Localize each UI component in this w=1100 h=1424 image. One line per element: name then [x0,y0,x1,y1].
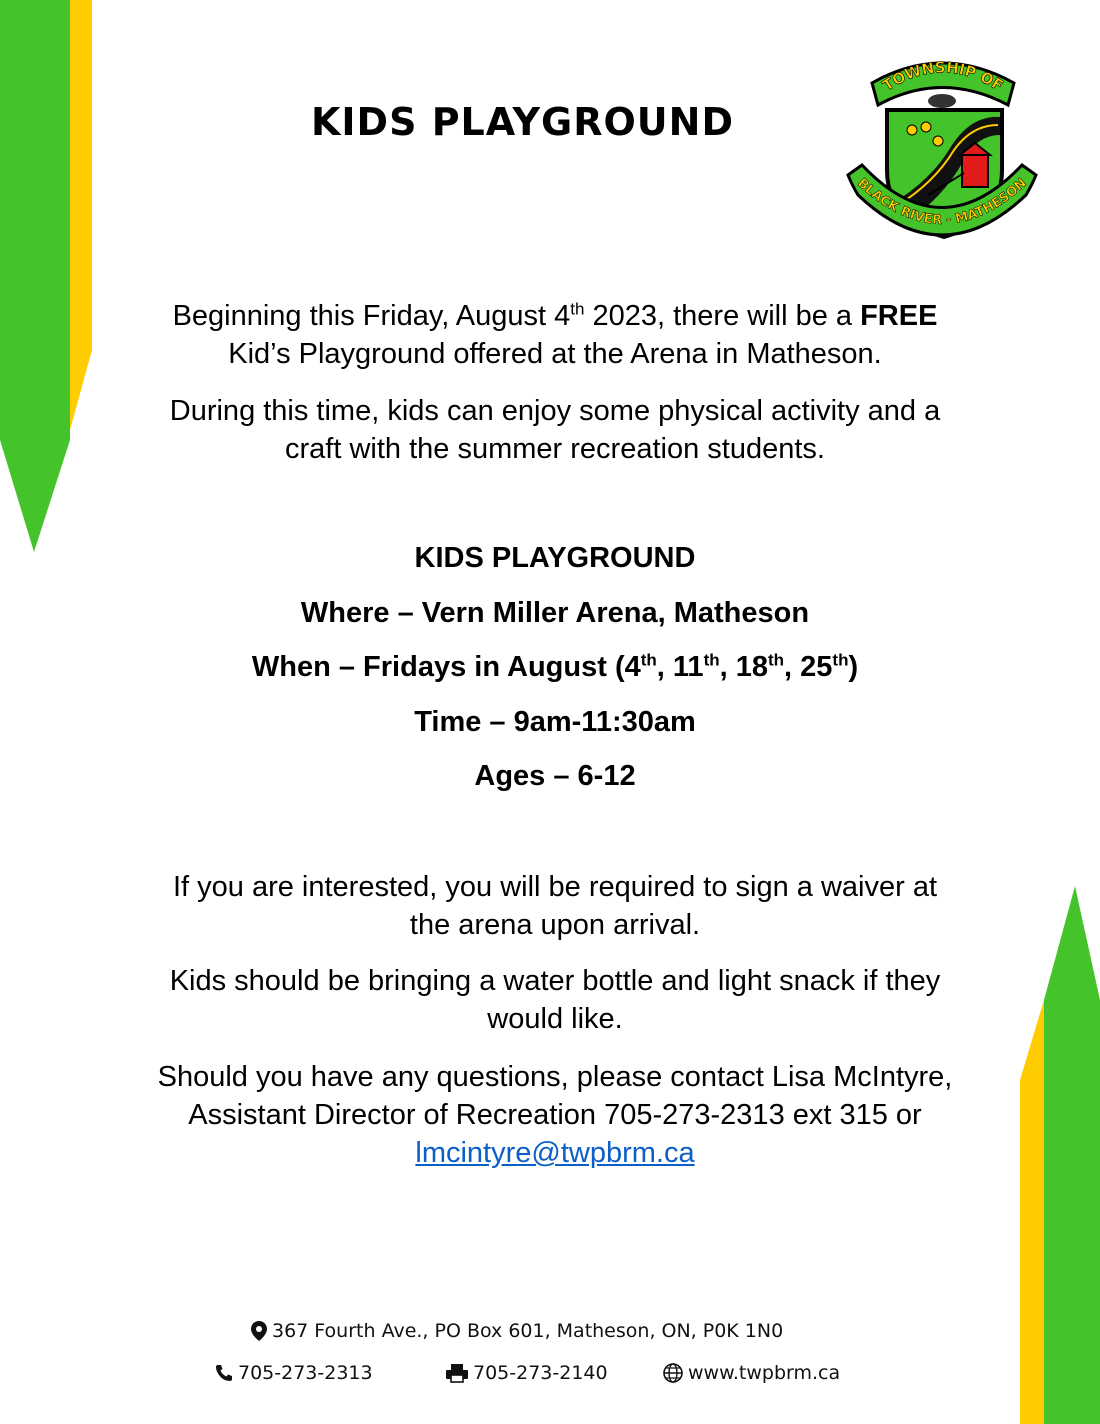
footer-address: 367 Fourth Ave., PO Box 601, Matheson, ON, P0K 1N0 [250,1320,783,1342]
details-time: Time – 9am-11:30am [414,706,696,738]
footer-phone: 705-273-2313 [214,1362,373,1384]
details-when: When – Fridays in August (4th, 11th, 18th, 25th) [251,650,859,683]
footer-website [662,1362,840,1384]
waiver-paragraph: If you are interested, you will be required to sign a waiver at the arena upon arrival. [172,871,938,941]
email-link[interactable]: lmcintyre@twpbrm.ca [415,1137,695,1169]
phone-icon [214,1363,234,1383]
details-ages: Ages – 6-12 [474,760,636,792]
website-link[interactable]: www.twpbrm.ca [688,1362,841,1384]
details-heading: KIDS PLAYGROUND [414,542,696,574]
intro-paragraph-2: During this time, kids can enjoy some physical activity and a craft with the summer recreation students. [169,395,941,465]
footer-fax: 705-273-2140 [445,1362,608,1384]
right-yellow-stripe [1020,1000,1044,1424]
snack-paragraph: Kids should be bringing a water bottle and light snack if they would like. [169,965,941,1035]
right-green-stripe [1044,886,1100,1424]
location-pin-icon [250,1320,268,1342]
contact-paragraph: Should you have any questions, please contact Lisa McIntyre, Assistant Director of Recreation 705-273-2313 ext 315 or lmcintyre@twpbrm.ca [157,1061,953,1169]
fax-printer-icon [445,1363,469,1383]
details-where: Where – Vern Miller Arena, Matheson [300,597,810,629]
logo-top-text: TOWNSHIP OF [879,58,1007,95]
left-green-stripe [0,0,70,552]
page-title: KIDS PLAYGROUND [310,100,735,144]
intro-paragraph-1: Beginning this Friday, August 4th 2023, there will be a FREE Kid’s Playground offered at the Arena in Matheson. [172,299,938,370]
globe-icon [662,1362,684,1384]
township-crest-logo [842,55,1042,245]
logo-bottom-text: BLACK RIVER - MATHESON [854,175,1030,229]
